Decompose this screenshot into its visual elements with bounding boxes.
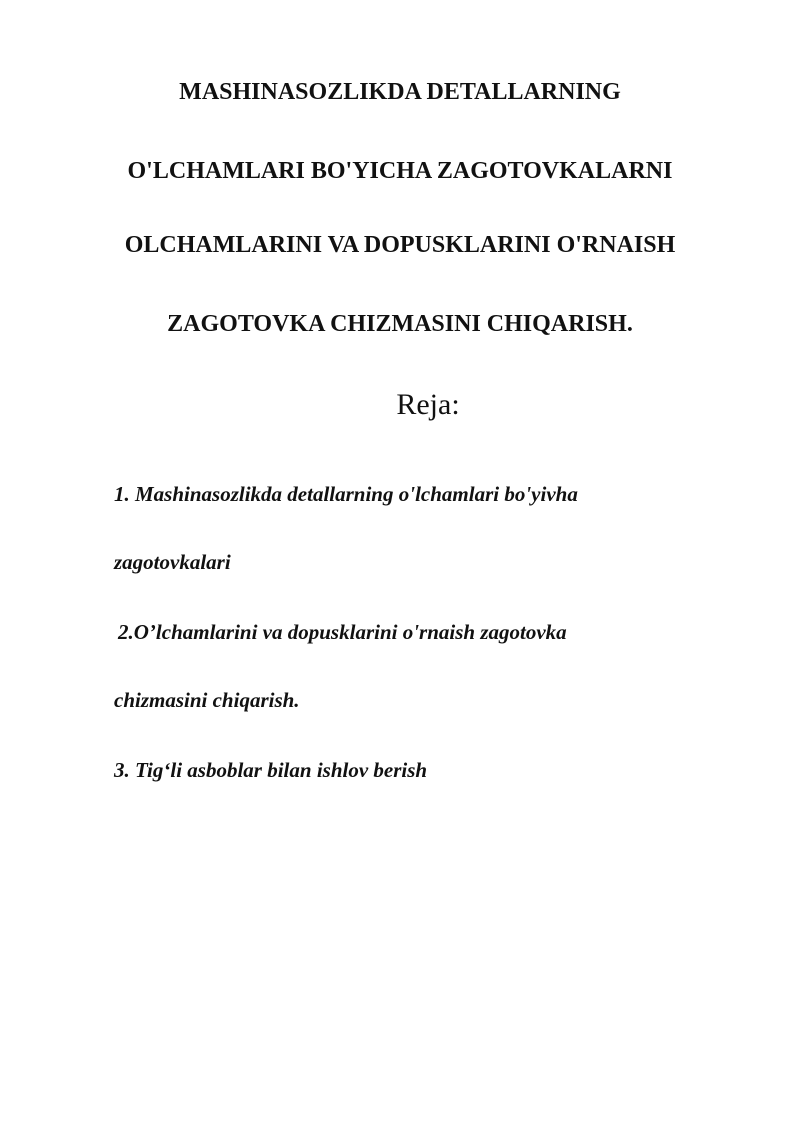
plan-item-2-line-1: 2.O’lchamlarini va dopusklarini o'rnaish zagotovka xyxy=(118,620,567,644)
plan-item-2-line-2: chizmasini chiqarish. xyxy=(114,688,300,712)
plan-item-1-line-1: 1. Mashinasozlikda detallarning o'lchamlari bo'yivha xyxy=(114,482,578,506)
title-line-2: O'LCHAMLARI BO'YICHA ZAGOTOVKALARNI xyxy=(127,158,673,184)
title-line-3: OLCHAMLARINI VA DOPUSKLARINI O'RNAISH xyxy=(124,232,676,258)
title-line-1: MASHINASOZLIKDA DETALLARNING xyxy=(179,79,621,105)
plan-item-1-line-2: zagotovkalari xyxy=(114,550,231,574)
plan-heading: Reja: xyxy=(396,388,460,421)
plan-item-3: 3. Tig‘li asboblar bilan ishlov berish xyxy=(114,758,428,782)
title-line-4: ZAGOTOVKA CHIZMASINI CHIQARISH. xyxy=(167,311,633,337)
